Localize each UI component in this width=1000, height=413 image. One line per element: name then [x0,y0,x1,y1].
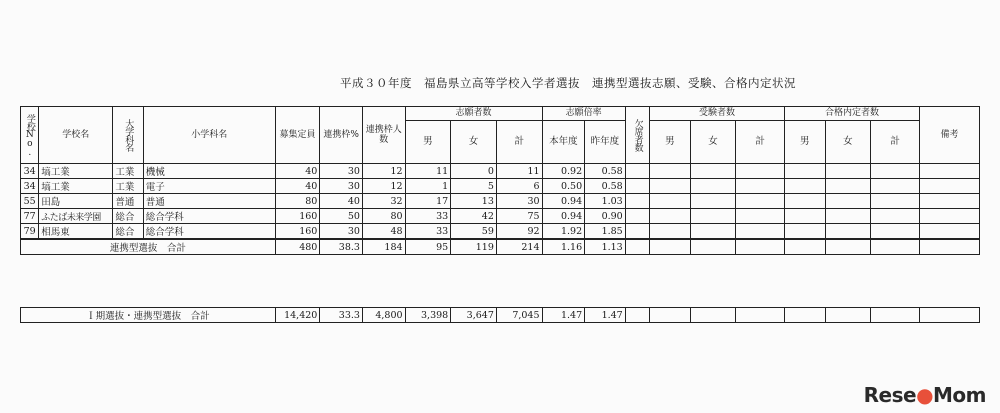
table-row [21,209,980,224]
cell-quota: 160 [275,224,320,240]
header-examinees: 受験者数 [650,107,785,121]
header-female: 女 [451,121,497,164]
header-total: 計 [496,121,542,164]
cell-empty [690,209,736,224]
cell-this-year: 0.94 [542,194,585,209]
cell-quota: 80 [275,194,320,209]
cell-school: ふたば未来学園 [39,209,113,224]
cell-empty [736,194,785,209]
header-remarks: 備考 [919,107,979,164]
cell-empty [625,194,649,209]
cell-last-year: 1.85 [585,224,626,240]
cell-empty [825,164,871,179]
cell-rate: 33.3 [320,308,363,323]
cell-empty [785,179,826,194]
header-total: 計 [871,121,920,164]
header-slots: 連携枠人数 [362,107,405,164]
header-minor: 小学科名 [143,107,275,164]
cell-quota: 40 [275,179,320,194]
cell-empty [625,224,649,240]
cell-major: 工業 [113,179,143,194]
cell-empty [919,224,979,240]
header-no: 学校No. [21,107,39,164]
cell-slots: 4,800 [362,308,405,323]
cell-male: 95 [405,239,451,255]
cell-empty [825,239,871,255]
cell-empty [871,194,920,209]
header-rate: 連携枠% [320,107,363,164]
cell-last-year: 1.13 [585,239,626,255]
header-school: 学校名 [39,107,113,164]
cell-empty [625,209,649,224]
cell-empty [785,164,826,179]
cell-empty [919,164,979,179]
cell-last-year: 0.58 [585,179,626,194]
header-applicants: 志願者数 [405,107,542,121]
cell-empty [871,209,920,224]
cell-female: 119 [451,239,497,255]
cell-female: 42 [451,209,497,224]
cell-total: 92 [496,224,542,240]
cell-rate: 30 [320,224,363,240]
cell-male: 33 [405,209,451,224]
cell-this-year: 0.94 [542,209,585,224]
cell-empty [785,209,826,224]
cell-empty [625,239,649,255]
cell-this-year: 1.16 [542,239,585,255]
cell-no: 34 [21,179,39,194]
logo-text: Rese [863,383,917,407]
grand-total-row [21,308,980,323]
cell-rate: 40 [320,194,363,209]
table-row [21,224,980,240]
cell-empty [736,224,785,240]
header-quota: 募集定員 [275,107,320,164]
cell-empty [650,164,691,179]
cell-empty [736,179,785,194]
cell-empty [871,308,920,323]
logo-dot: ● [916,383,934,407]
cell-slots: 80 [362,209,405,224]
cell-empty [871,164,920,179]
header-male: 男 [785,121,826,164]
cell-empty [650,239,691,255]
cell-last-year: 0.58 [585,164,626,179]
header-app-rate: 志願倍率 [542,107,625,121]
cell-empty [825,308,871,323]
cell-empty [785,224,826,240]
cell-empty [650,209,691,224]
grand-total-label: Ｉ期選抜・連携型選抜 合計 [21,308,276,323]
cell-major: 工業 [113,164,143,179]
cell-empty [785,239,826,255]
page-title: 平成３０年度 福島県立高等学校入学者選抜 連携型選抜志願、受験、合格内定状況 [340,76,796,90]
cell-last-year: 1.03 [585,194,626,209]
status-table [20,106,980,255]
cell-minor: 機械 [143,164,275,179]
cell-female: 0 [451,164,497,179]
header-total: 計 [736,121,785,164]
logo-text: Mom [933,383,986,407]
subtotal-row [21,239,980,255]
header-this-year: 本年度 [542,121,585,164]
cell-minor: 総合学科 [143,224,275,240]
cell-total: 75 [496,209,542,224]
resemom-logo [864,383,986,407]
cell-last-year: 1.47 [585,308,626,323]
cell-empty [650,224,691,240]
cell-this-year: 0.50 [542,179,585,194]
cell-empty [736,239,785,255]
header-major: 大学科名 [113,107,143,164]
cell-quota: 40 [275,164,320,179]
cell-empty [825,179,871,194]
cell-rate: 30 [320,179,363,194]
cell-empty [785,308,826,323]
header-female: 女 [825,121,871,164]
cell-school: 相馬東 [39,224,113,240]
cell-major: 総合 [113,224,143,240]
cell-major: 総合 [113,209,143,224]
cell-empty [871,239,920,255]
cell-total: 214 [496,239,542,255]
cell-empty [690,194,736,209]
cell-no: 34 [21,164,39,179]
header-male: 男 [650,121,691,164]
cell-empty [919,239,979,255]
grand-total-table [20,307,980,323]
cell-total: 6 [496,179,542,194]
cell-male: 33 [405,224,451,240]
cell-slots: 184 [362,239,405,255]
cell-female: 3,647 [451,308,497,323]
cell-male: 3,398 [405,308,451,323]
cell-total: 30 [496,194,542,209]
cell-empty [690,308,736,323]
cell-this-year: 1.47 [542,308,585,323]
cell-rate: 50 [320,209,363,224]
cell-empty [690,224,736,240]
table-row [21,179,980,194]
cell-slots: 12 [362,179,405,194]
cell-slots: 32 [362,194,405,209]
cell-empty [690,179,736,194]
cell-school: 塙工業 [39,164,113,179]
cell-empty [919,194,979,209]
cell-empty [919,308,979,323]
header-passers: 合格内定者数 [785,107,920,121]
cell-school: 塙工業 [39,179,113,194]
cell-empty [625,179,649,194]
cell-empty [625,308,649,323]
cell-empty [919,209,979,224]
header-female: 女 [690,121,736,164]
cell-empty [825,194,871,209]
cell-female: 59 [451,224,497,240]
cell-empty [871,224,920,240]
cell-school: 田島 [39,194,113,209]
cell-this-year: 1.92 [542,224,585,240]
cell-no: 79 [21,224,39,240]
table-row [21,194,980,209]
subtotal-label: 連携型選抜 合計 [21,239,276,255]
cell-major: 普通 [113,194,143,209]
cell-minor: 普通 [143,194,275,209]
cell-empty [650,194,691,209]
cell-minor: 電子 [143,179,275,194]
cell-empty [650,179,691,194]
cell-minor: 総合学科 [143,209,275,224]
cell-this-year: 0.92 [542,164,585,179]
cell-empty [736,164,785,179]
cell-rate: 38.3 [320,239,363,255]
table-row [21,164,980,179]
cell-empty [690,164,736,179]
cell-empty [736,308,785,323]
cell-quota: 160 [275,209,320,224]
cell-female: 13 [451,194,497,209]
cell-male: 11 [405,164,451,179]
cell-empty [736,209,785,224]
cell-empty [871,179,920,194]
cell-empty [825,209,871,224]
cell-empty [625,164,649,179]
header-male: 男 [405,121,451,164]
cell-female: 5 [451,179,497,194]
cell-empty [825,224,871,240]
cell-slots: 12 [362,164,405,179]
cell-slots: 48 [362,224,405,240]
cell-empty [650,308,691,323]
header-last-year: 昨年度 [585,121,626,164]
cell-quota: 14,420 [275,308,320,323]
header-absent: 欠席者数 [625,107,649,164]
cell-last-year: 0.90 [585,209,626,224]
cell-no: 77 [21,209,39,224]
cell-male: 1 [405,179,451,194]
cell-no: 55 [21,194,39,209]
cell-male: 17 [405,194,451,209]
cell-empty [919,179,979,194]
cell-total: 7,045 [496,308,542,323]
cell-empty [785,194,826,209]
cell-empty [690,239,736,255]
cell-total: 11 [496,164,542,179]
cell-quota: 480 [275,239,320,255]
cell-rate: 30 [320,164,363,179]
